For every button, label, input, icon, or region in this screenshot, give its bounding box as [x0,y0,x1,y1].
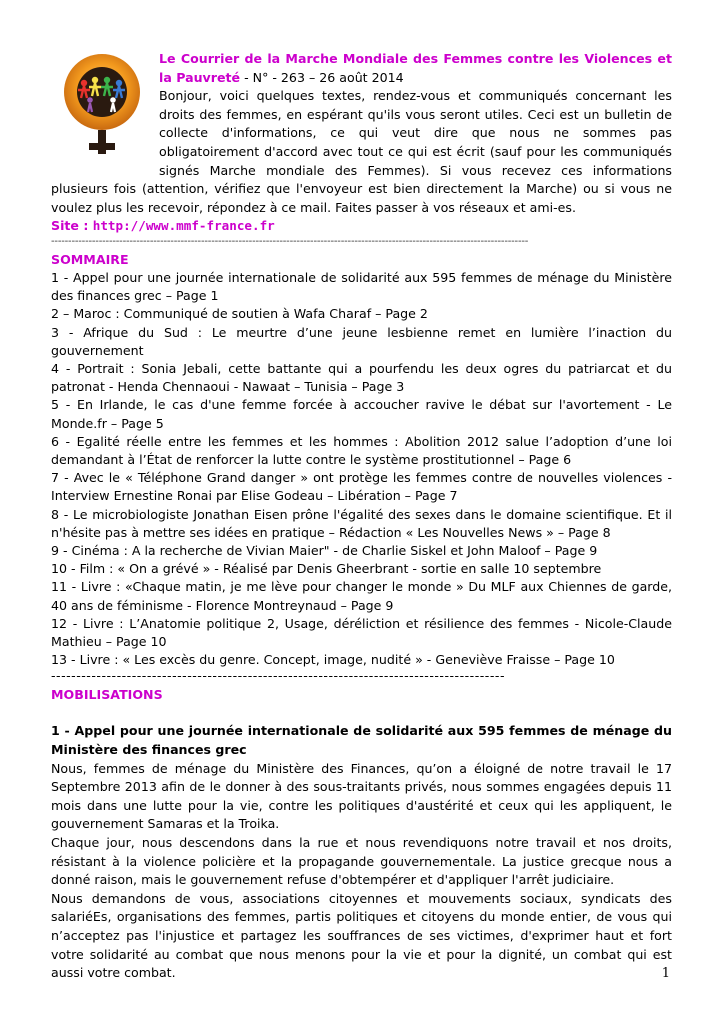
summary-item: 13 - Livre : « Les excès du genre. Concept, image, nudité » - Geneviève Fraisse – Page 10 [51,652,615,668]
marche-mondiale-logo-icon [51,50,153,168]
summary-item: 3 - Afrique du Sud : Le meurtre d’une jeune lesbienne remet en lumière l’inaction du gouvernement [51,324,672,358]
summary-item: 8 - Le microbiologiste Jonathan Eisen prône l'égalité des sexes dans le domaine scientifique. Et il n'hésite pas à mettre ses idées en pratique – Rédaction « Les Nouvelles News » – Page 8 [51,506,672,540]
summary-item: 12 - Livre : L’Anatomie politique 2, Usage, déréliction et résilience des femmes - Nicole-Claude Mathieu – Page 10 [51,615,672,649]
intro-paragraph: Bonjour, voici quelques textes, rendez-vous et communiqués concernant les droits des femmes, en espérant qu'ils vous seront utiles. Ceci est un bulletin de collecte d'informations, ce qui veut dire que nous ne sommes pas obligatoirement d'accord avec tout ce qui est écrit (sauf pour les communiqués signés Marche mondiale des Femmes). Si vous recevez ces informations plusieurs fois (attention, vérifiez que l'envoyeur est bien directement la Marche) ou si vous ne voulez plus les recevoir, répondez à ce mail. Faites passer à vos réseaux et ami-es. [51,88,672,215]
mobilisations-heading: MOBILISATIONS [51,687,163,703]
site-link[interactable]: http://www.mmf-france.fr [92,218,275,234]
summary-item: 5 - En Irlande, le cas d'une femme forcée à accoucher ravive le débat sur l'avortement - Le Monde.fr – Page 5 [51,397,672,431]
summary-item: 7 - Avec le « Téléphone Grand danger » ont protège les femmes contre de nouvelles violences - Interview Ernestine Ronai par Elise Godeau – Libération – Page 7 [51,470,672,504]
page-number: 1 [661,966,670,981]
summary-item: 11 - Livre : «Chaque matin, je me lève pour changer le monde » Du MLF aux Chiennes de garde, 40 ans de féminisme - Florence Montreynaud – Page 9 [51,579,672,613]
separator-line-2: ------------------------------------------------------------------------------------------ [51,669,505,684]
summary-list [51,269,672,669]
issue-info: - N° - 263 – 26 août 2014 [240,69,404,85]
newsletter-title: Le Courrier de la Marche Mondiale des Femmes contre les Violences et la Pauvreté [159,51,672,85]
summary-item: 10 - Film : « On a grévé » - Réalisé par Denis Gheerbrant - sortie en salle 10 septembre [51,561,602,577]
summary-item: 9 - Cinéma : A la recherche de Vivian Maier" - de Charlie Siskel et John Maloof – Page 9 [51,542,598,558]
site-line [51,217,672,236]
site-label: Site : [51,218,93,234]
summary-item: 4 - Portrait : Sonia Jebali, cette battante qui a pourfendu les deux ogres du patriarcat et du patronat - Henda Chennaoui - Nawaat – Tunisia – Page 3 [51,360,672,395]
document-page [51,50,672,983]
summary-item: 1 - Appel pour une journée internationale de solidarité aux 595 femmes de ménage du Ministère des finances grec – Page 1 [51,269,672,304]
article-paragraph: Chaque jour, nous descendons dans la rue et nous revendiquons notre travail et nos droits, résistant à la violence policière et la propagande gouvernementale. La justice grecque nous a donné raison, mais le gouvernement refuse d'obtempérer et d'appliquer l'arrêt judiciaire. [51,834,672,888]
summary-item: 2 – Maroc : Communiqué de soutien à Wafa Charaf – Page 2 [51,306,428,322]
separator-line: -------------------------------------------------------------------------------------------------------------------------------------------- [51,235,529,247]
article-title: 1 - Appel pour une journée internationale de solidarité aux 595 femmes de ménage du Ministère des finances grec [51,723,672,757]
article-paragraph: Nous demandons de vous, associations citoyennes et mouvements sociaux, syndicats des salariéEs, organisations des femmes, partis politiques et citoyens du monde entier, de vous qui n’acceptez pas l'injustice et partagez les souffrances de ses victimes, d'exprimer haut et fort votre solidarité au combat que nous menons pour la vie et pour la dignité, un combat qui est aussi votre combat. [51,890,672,981]
article-paragraph: Nous, femmes de ménage du Ministère des Finances, qu’on a éloigné de notre travail le 17 Septembre 2013 afin de le donner à des sous-traitants privés, nous sommes engagées depuis 11 mois dans une lutte pour la vie, contre les politiques d'austérité et ceux qui les appliquent, le gouvernement Samaras et la Troika. [51,760,672,832]
summary-item: 6 - Egalité réelle entre les femmes et les hommes : Abolition 2012 salue l’adoption d’une loi demandant à l’État de renforcer la lutte contre le système prostitutionnel – Page 6 [51,433,672,467]
summary-heading: SOMMAIRE [51,251,129,267]
